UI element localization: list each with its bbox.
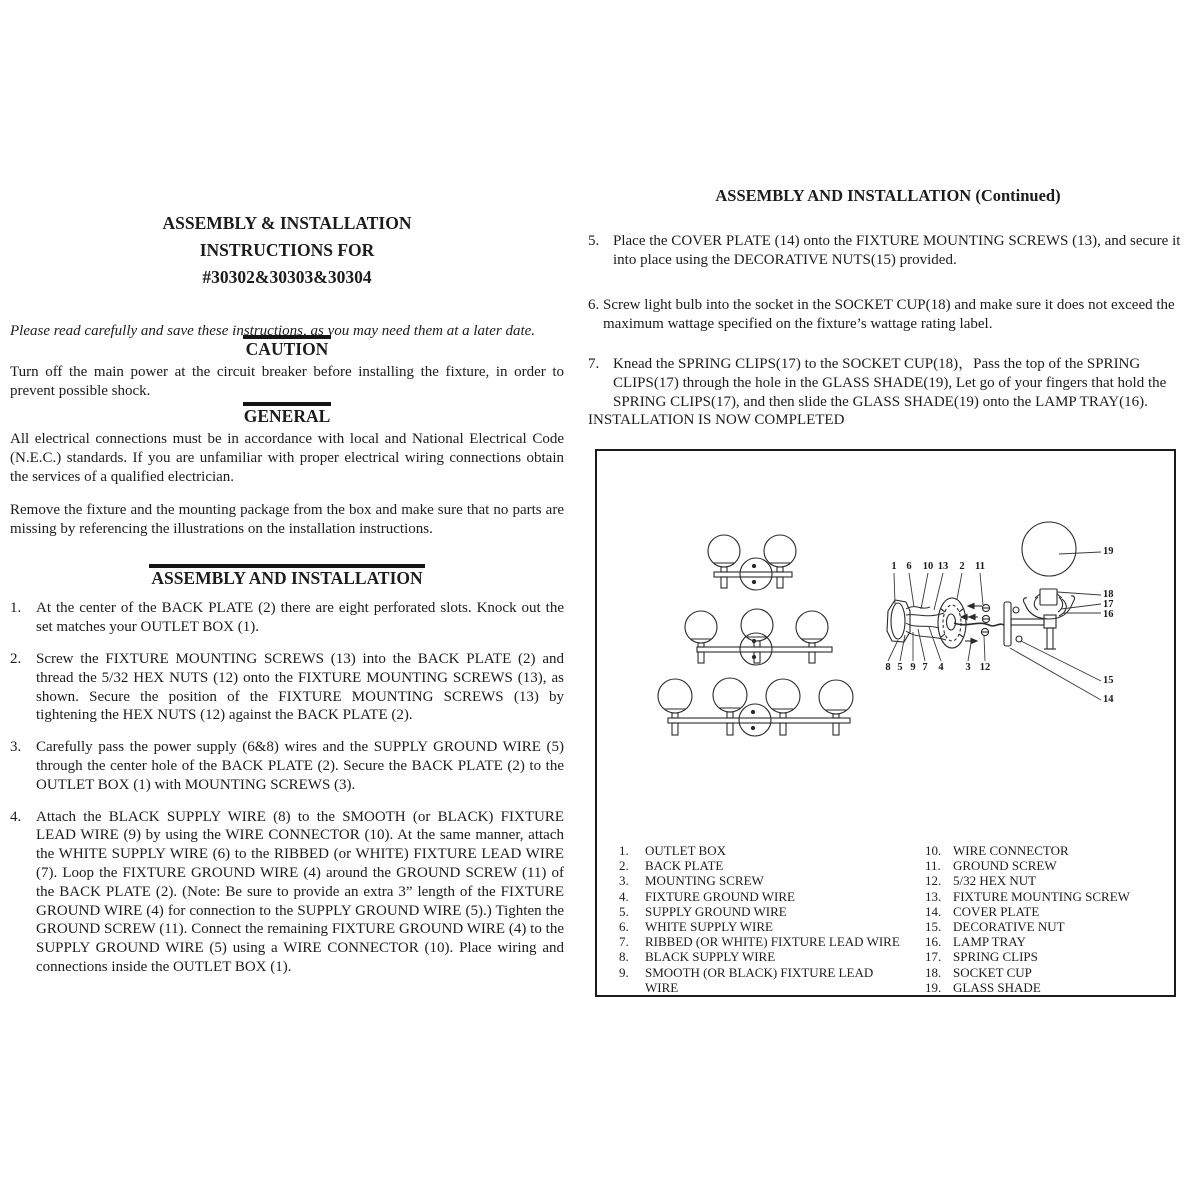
part-number: 18. [925,964,942,980]
intro-note: Please read carefully and save these instructions, as you may need them at a later date. [10,323,536,339]
part-label: GLASS SHADE [953,979,1041,995]
part-item [619,919,925,934]
part-label: 5/32 HEX NUT [953,873,1037,889]
callout-9: 9 [910,662,916,673]
part-item [925,873,1168,888]
continued-heading: ASSEMBLY AND INSTALLATION (Continued) [715,186,1061,205]
right-column [588,186,1188,430]
diagram-box [595,449,1176,997]
callout-18: 18 [1103,589,1114,600]
title-line-1: ASSEMBLY & INSTALLATION [162,213,412,233]
callout-5: 5 [897,662,903,673]
callout-3: 3 [965,662,971,673]
part-label: COVER PLATE [953,903,1040,919]
installation-complete-note: INSTALLATION IS NOW COMPLETED [588,412,845,428]
part-item [925,934,1168,949]
step-5 [588,232,1188,270]
part-item [925,965,1168,980]
part-number: 5. [619,903,629,919]
step-1 [10,599,564,637]
part-label: MOUNTING SCREW [645,873,764,889]
step-number: 2. [10,650,22,667]
callout-2: 2 [959,561,965,572]
part-label: BLACK SUPPLY WIRE [645,949,776,965]
part-label: DECORATIVE NUT [953,919,1065,935]
general-heading [10,402,564,426]
callout-10: 10 [922,561,934,572]
step-text: Place the COVER PLATE (14) onto the FIXTURE MOUNTING SCREWS (13), and secure it into place using the DECORATIVE NUTS(15) provided. [613,233,1181,268]
parts-list-left [619,843,925,995]
part-item [925,889,1168,904]
three-light-fixture-drawing [685,609,832,665]
step-number: 1. [10,600,22,617]
step-number: 3. [10,739,22,756]
step-6 [588,296,1188,334]
callout-6: 6 [906,561,912,572]
step-text: Carefully pass the power supply (6&8) wires and the SUPPLY GROUND WIRE (5) through the center hole of the BACK PLATE (2). Secure the BACK PLATE (2) to the OUTLET BOX (1) with MOUNTING SCREWS (3). [36,739,564,793]
part-label-line2: WIRE [645,979,679,995]
callout-14: 14 [1103,694,1114,705]
part-label: WIRE CONNECTOR [953,843,1069,858]
document-title [10,210,564,291]
callout-4: 4 [938,662,944,673]
callout-1: 1 [891,561,897,572]
part-label: SOCKET CUP [953,964,1032,980]
assembly-heading [10,564,564,588]
part-item [619,858,925,873]
part-label: LAMP TRAY [953,934,1026,950]
part-label: SUPPLY GROUND WIRE [645,903,787,919]
assembly-steps [10,599,564,976]
part-number: 3. [619,873,629,889]
step-number: 6. [588,297,600,313]
caution-title: CAUTION [245,338,329,359]
callout-17: 17 [1103,599,1114,610]
assembly-title: ASSEMBLY AND INSTALLATION [151,568,423,589]
part-number: 11. [925,858,941,874]
part-label: FIXTURE MOUNTING SCREW [953,888,1130,904]
part-item [925,858,1168,873]
part-label: WHITE SUPPLY WIRE [645,919,773,935]
part-number: 8. [619,949,629,965]
part-number: 12. [925,873,942,889]
part-number: 15. [925,919,942,935]
parts-list [619,843,1168,995]
part-item [619,889,925,904]
step-4 [10,808,564,977]
glass-shade-drawing [1022,522,1076,576]
step-text: At the center of the BACK PLATE (2) there are eight perforated slots. Knock out the set matches your OUTLET BOX (1). [36,600,564,636]
step-2 [10,650,564,725]
two-light-fixture-drawing [708,535,796,590]
callout-8: 8 [885,662,891,673]
step-number: 7. [588,356,600,372]
callout-12: 12 [979,662,991,673]
callout-16: 16 [1103,609,1114,620]
caution-body: Turn off the main power at the circuit breaker before installing the fixture, in order to prevent possible shock. [10,363,564,399]
part-number: 16. [925,934,942,950]
part-item [619,843,925,858]
part-item [619,949,925,964]
part-item [925,843,1168,858]
part-item [925,919,1168,934]
part-number: 17. [925,949,942,965]
callout-13: 13 [937,561,949,572]
general-body: All electrical connections must be in accordance with local and National Electrical Code (N.E.C.) standards. If you are unfamiliar with proper electrical wiring connections obtain the services of a qualified electrician. [10,431,564,485]
step-text: Attach the BLACK SUPPLY WIRE (8) to the SMOOTH (or BLACK) FIXTURE LEAD WIRE (9) by using the WIRE CONNECTOR (10). At the same manner, attach the WHITE SUPPLY WIRE (6) to the RIBBED (or WHITE) FIXTURE LEAD WIRE (7). Loop the FIXTURE GROUND WIRE (4) around the GROUND SCREW (11) of the BACK PLATE (2). (Note: Be sure to provide an extra 3” length of the FIXTURE GROUND WIRE (4) for connection to the SUPPLY GROUND WIRE (5).) Tighten the GROUND SCREW (11). Connect the remaining FIXTURE GROUND WIRE (4) to the SUPPLY GROUND WIRE (5) using a WIRE CONNECTOR (10). Place wiring and connections inside the OUTLET BOX (1). [36,808,564,975]
callout-7: 7 [922,662,928,673]
remove-note: Remove the fixture and the mounting package from the box and make sure that no parts are missing by referencing the illustrations on the installation instructions. [10,501,564,537]
part-label: OUTLET BOX [645,843,727,858]
title-line-2: INSTRUCTIONS FOR [199,240,375,260]
part-number: 6. [619,919,629,935]
part-item [925,980,1168,995]
part-item [619,873,925,888]
callout-11: 11 [975,561,985,572]
back-plate-drawing [938,598,966,648]
part-number: 4. [619,888,629,904]
cover-plate-drawing [1004,602,1022,646]
part-item [619,965,925,995]
step-number: 5. [588,233,600,249]
step-text: Screw light bulb into the socket in the SOCKET CUP(18) and make sure it does not exceed the maximum wattage specified on the fixture’s wattage rating label. [603,297,1175,332]
part-item [619,934,925,949]
parts-list-right [925,843,1168,995]
part-number: 9. [619,964,629,980]
part-number: 13. [925,888,942,904]
part-label: SPRING CLIPS [953,949,1038,965]
part-number: 1. [619,843,629,858]
step-3 [10,738,564,794]
step-text: Knead the SPRING CLIPS(17) to the SOCKET CUP(18)，Pass the top of the SPRING CLIPS(17) through the hole in the GLASS SHADE(19), Let go of your fingers that hold the SPRING CLIPS(17), and then slide the GLASS SHADE(19) onto the LAMP TRAY(16). [613,356,1167,410]
part-number: 10. [925,843,942,858]
general-title: GENERAL [243,406,331,427]
title-line-3: #30302&30303&30304 [202,267,372,287]
four-light-fixture-drawing [658,678,853,736]
part-label: RIBBED (OR WHITE) FIXTURE LEAD WIRE [645,934,900,950]
step-text: Screw the FIXTURE MOUNTING SCREWS (13) into the BACK PLATE (2) and thread the 5/32 HEX NUTS (12) onto the FIXTURE MOUNTING SCREWS (13), as shown. Secure the position of the FIXTURE MOUNTING SCREWS (13) by tightening the HEX NUTS (12) against the BACK PLATE (2). [36,650,564,724]
part-label: SMOOTH (OR BLACK) FIXTURE LEAD [645,964,874,980]
part-item [619,904,925,919]
step-7 [588,355,1188,412]
part-number: 14. [925,903,942,919]
arm-drawing [1011,615,1056,649]
step-number: 4. [10,808,22,825]
part-item [925,904,1168,919]
part-number: 19. [925,979,942,995]
part-number: 2. [619,858,629,874]
part-label: GROUND SCREW [953,858,1057,874]
left-column [10,210,564,990]
part-item [925,949,1168,964]
callout-19: 19 [1103,546,1114,557]
callout-15: 15 [1103,675,1114,686]
outlet-box-drawing [887,600,910,642]
socket-cup-drawing [1040,589,1057,605]
part-label: BACK PLATE [645,858,724,874]
part-number: 7. [619,934,629,950]
part-label: FIXTURE GROUND WIRE [645,888,795,904]
